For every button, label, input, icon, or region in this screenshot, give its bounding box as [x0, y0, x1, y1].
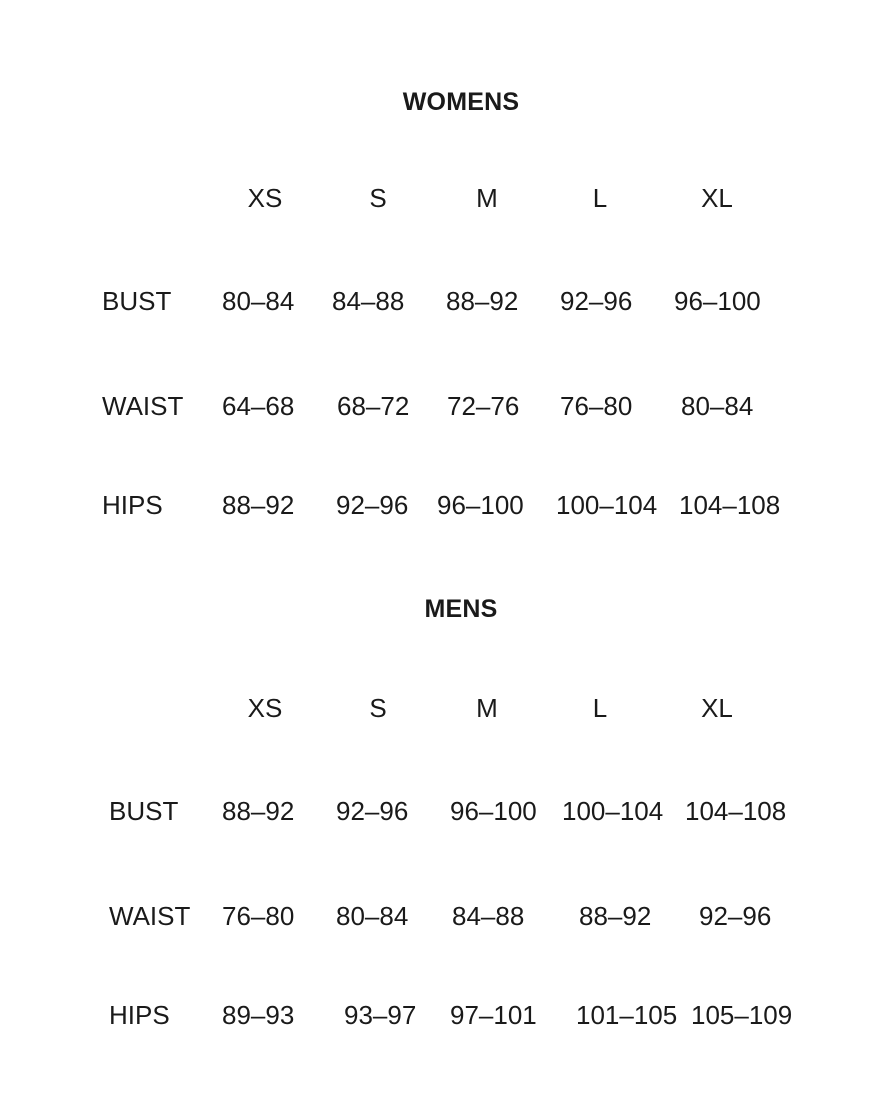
table-cell: 96–100: [674, 286, 761, 316]
size-header-s: S: [369, 693, 387, 723]
table-cell: 92–96: [699, 901, 772, 931]
row-label: HIPS: [102, 490, 163, 520]
table-cell: 88–92: [446, 286, 519, 316]
table-cell: 76–80: [560, 391, 633, 421]
table-cell: 92–96: [560, 286, 633, 316]
size-header-xl: XL: [701, 183, 733, 213]
table-cell: 96–100: [437, 490, 524, 520]
table-cell: 68–72: [337, 391, 410, 421]
row-label: HIPS: [109, 1000, 170, 1030]
size-header-xs: XS: [247, 183, 283, 213]
table-cell: 84–88: [332, 286, 405, 316]
table-cell: 104–108: [685, 796, 787, 826]
table-cell: 104–108: [679, 490, 781, 520]
size-header-s: S: [369, 183, 387, 213]
table-cell: 88–92: [222, 796, 295, 826]
size-header-xl: XL: [701, 693, 733, 723]
table-cell: 88–92: [579, 901, 652, 931]
table-cell: 80–84: [681, 391, 754, 421]
table-cell: 93–97: [344, 1000, 417, 1030]
table-cell: 92–96: [336, 796, 409, 826]
table-cell: 88–92: [222, 490, 295, 520]
table-cell: 105–109: [691, 1000, 793, 1030]
table-cell: 80–84: [336, 901, 409, 931]
womens-title: WOMENS: [402, 88, 520, 116]
row-label: WAIST: [109, 901, 191, 931]
row-label: WAIST: [102, 391, 184, 421]
table-cell: 72–76: [447, 391, 520, 421]
size-header-m: M: [476, 693, 498, 723]
size-header-xs: XS: [247, 693, 283, 723]
table-cell: 89–93: [222, 1000, 295, 1030]
table-cell: 100–104: [562, 796, 664, 826]
row-label: BUST: [102, 286, 172, 316]
table-cell: 97–101: [450, 1000, 537, 1030]
size-header-m: M: [476, 183, 498, 213]
table-cell: 64–68: [222, 391, 295, 421]
size-header-l: L: [592, 693, 608, 723]
table-cell: 80–84: [222, 286, 295, 316]
size-header-l: L: [592, 183, 608, 213]
row-label: BUST: [109, 796, 179, 826]
table-cell: 100–104: [556, 490, 658, 520]
table-cell: 76–80: [222, 901, 295, 931]
mens-title: MENS: [424, 595, 498, 623]
table-cell: 92–96: [336, 490, 409, 520]
table-cell: 101–105: [576, 1000, 678, 1030]
table-cell: 84–88: [452, 901, 525, 931]
table-cell: 96–100: [450, 796, 537, 826]
